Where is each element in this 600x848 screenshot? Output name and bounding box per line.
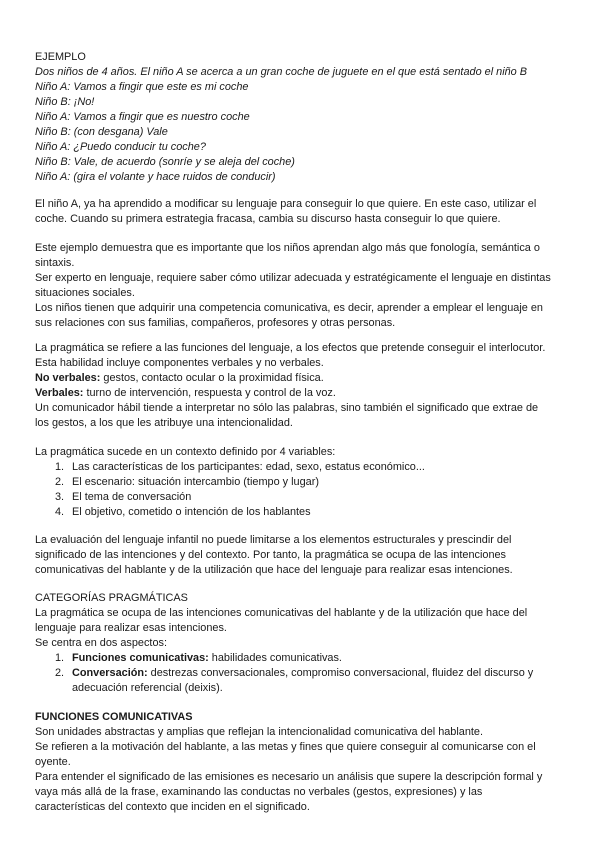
categorias-heading: CATEGORÍAS PRAGMÁTICAS <box>35 592 188 604</box>
paragraph-line: coche. Cuando su primera estrategia fracasa, cambia su discurso hasta conseguir lo que quiere. <box>35 213 501 225</box>
dialogue-line: Niño B: Vale, de acuerdo (sonríe y se aleja del coche) <box>35 156 295 168</box>
list-number: 3. <box>55 491 65 503</box>
paragraph-line: situaciones sociales. <box>35 287 135 299</box>
list-item <box>35 460 565 475</box>
paragraph-pragmatica <box>35 341 565 431</box>
paragraph-line: características del contexto que inciden en el significado. <box>35 801 310 813</box>
list-number: 2. <box>55 476 65 488</box>
dialogue-line: Niño B: ¡No! <box>35 96 95 108</box>
no-verbales-line <box>35 371 565 386</box>
paragraph-line: La evaluación del lenguaje infantil no puede limitarse a los elementos estructurales y prescindir del <box>35 534 512 546</box>
paragraph-line: Un comunicador hábil tiende a interpretar no sólo las palabras, sino también el significado que extrae de <box>35 402 539 414</box>
list-item <box>35 651 565 666</box>
paragraph-line: Son unidades abstractas y amplias que reflejan la intencionalidad comunicativa del hablante. <box>35 726 484 738</box>
dialogue-line: Niño A: (gira el volante y hace ruidos de conducir) <box>35 171 276 183</box>
paragraph-line: Los niños tienen que adquirir una competencia comunicativa, es decir, aprender a emplear el lenguaje en <box>35 302 543 314</box>
verbales-line <box>35 386 565 401</box>
paragraph-evaluacion <box>35 533 565 578</box>
variables-list <box>35 460 565 520</box>
paragraph-nino-a <box>35 197 565 227</box>
list-item <box>35 490 565 505</box>
list-item <box>35 475 565 490</box>
paragraph-line: Esta habilidad incluye componentes verbales y no verbales. <box>35 357 324 369</box>
dialogue-line: Niño A: Vamos a fingir que es nuestro coche <box>35 111 250 123</box>
paragraph-line: La pragmática se ocupa de las intenciones comunicativas del hablante y de la utilización que hace del <box>35 607 528 619</box>
categorias-section <box>35 591 565 696</box>
paragraph-line: vaya más allá de la frase, examinando las conductas no verbales (gestos, expresiones) y las <box>35 786 483 798</box>
paragraph-line: sintaxis. <box>35 257 75 269</box>
list-item-text: habilidades comunicativas. <box>208 652 342 664</box>
dialogue-line: Niño A: ¿Puedo conducir tu coche? <box>35 141 206 153</box>
paragraph-line: Ser experto en lenguaje, requiere saber cómo utilizar adecuada y estratégicamente el lenguaje en distintas <box>35 272 551 284</box>
list-item <box>35 505 565 520</box>
list-number: 1. <box>55 652 65 664</box>
list-item-text: El tema de conversación <box>72 491 192 503</box>
paragraph-line: Para entender el significado de las emisiones es necesario un análisis que supere la descripción formal y <box>35 771 543 783</box>
list-item-label: Funciones comunicativas: <box>72 652 209 664</box>
list-number: 4. <box>55 506 65 518</box>
paragraph-line: Se centra en dos aspectos: <box>35 637 167 649</box>
verbales-label: Verbales: <box>35 387 84 399</box>
paragraph-line: lenguaje para realizar esas intenciones. <box>35 622 227 634</box>
list-number: 2. <box>55 667 65 679</box>
list-item-label: Conversación: <box>72 667 148 679</box>
dialogue-line: Niño A: Vamos a fingir que este es mi coche <box>35 81 249 93</box>
list-item-text: El objetivo, cometido o intención de los hablantes <box>72 506 311 518</box>
list-item-text-continued: adecuación referencial (deixis). <box>72 682 223 694</box>
funciones-heading: FUNCIONES COMUNICATIVAS <box>35 711 193 723</box>
paragraph-line: comunicativas del hablante y de la utilización que hace del lenguaje para realizar esas intenciones. <box>35 564 513 576</box>
paragraph-line: El niño A, ya ha aprendido a modificar su lenguaje para conseguir lo que quiere. En este caso, utilizar el <box>35 198 537 210</box>
list-item <box>35 666 565 696</box>
paragraph-competencia <box>35 241 565 331</box>
funciones-section <box>35 710 565 815</box>
paragraph-line: significado de las intenciones y del contexto. Por tanto, la pragmática se ocupa de las intenciones <box>35 549 507 561</box>
dialogue-line: Niño B: (con desgana) Vale <box>35 126 168 138</box>
verbales-text: turno de intervención, respuesta y control de la voz. <box>83 387 336 399</box>
list-item-text: El escenario: situación intercambio (tiempo y lugar) <box>72 476 319 488</box>
list-item-text: destrezas conversacionales, compromiso conversacional, fluidez del discurso y <box>147 667 534 679</box>
ejemplo-intro: Dos niños de 4 años. El niño A se acerca a un gran coche de juguete en el que está sentado el niño B <box>35 66 528 78</box>
no-verbales-text: gestos, contacto ocular o la proximidad física. <box>100 372 324 384</box>
paragraph-variables <box>35 445 565 520</box>
variables-intro: La pragmática sucede en un contexto definido por 4 variables: <box>35 446 336 458</box>
paragraph-line: Se refieren a la motivación del hablante, a las metas y fines que quiere conseguir al comunicarse con el <box>35 741 536 753</box>
no-verbales-label: No verbales: <box>35 372 101 384</box>
paragraph-line: Este ejemplo demuestra que es importante que los niños aprendan algo más que fonología, semántica o <box>35 242 540 254</box>
list-item-text: Las características de los participantes: edad, sexo, estatus económico... <box>72 461 425 473</box>
paragraph-line: sus relaciones con sus familias, compañeros, profesores y otras personas. <box>35 317 396 329</box>
paragraph-line: los gestos, a los que les atribuye una intencionalidad. <box>35 417 293 429</box>
ejemplo-heading: EJEMPLO <box>35 51 86 63</box>
paragraph-line: La pragmática se refiere a las funciones del lenguaje, a los efectos que pretende conseguir el interlocutor. <box>35 342 546 354</box>
paragraph-line: oyente. <box>35 756 71 768</box>
aspectos-list <box>35 651 565 696</box>
list-number: 1. <box>55 461 65 473</box>
ejemplo-section <box>35 50 565 185</box>
